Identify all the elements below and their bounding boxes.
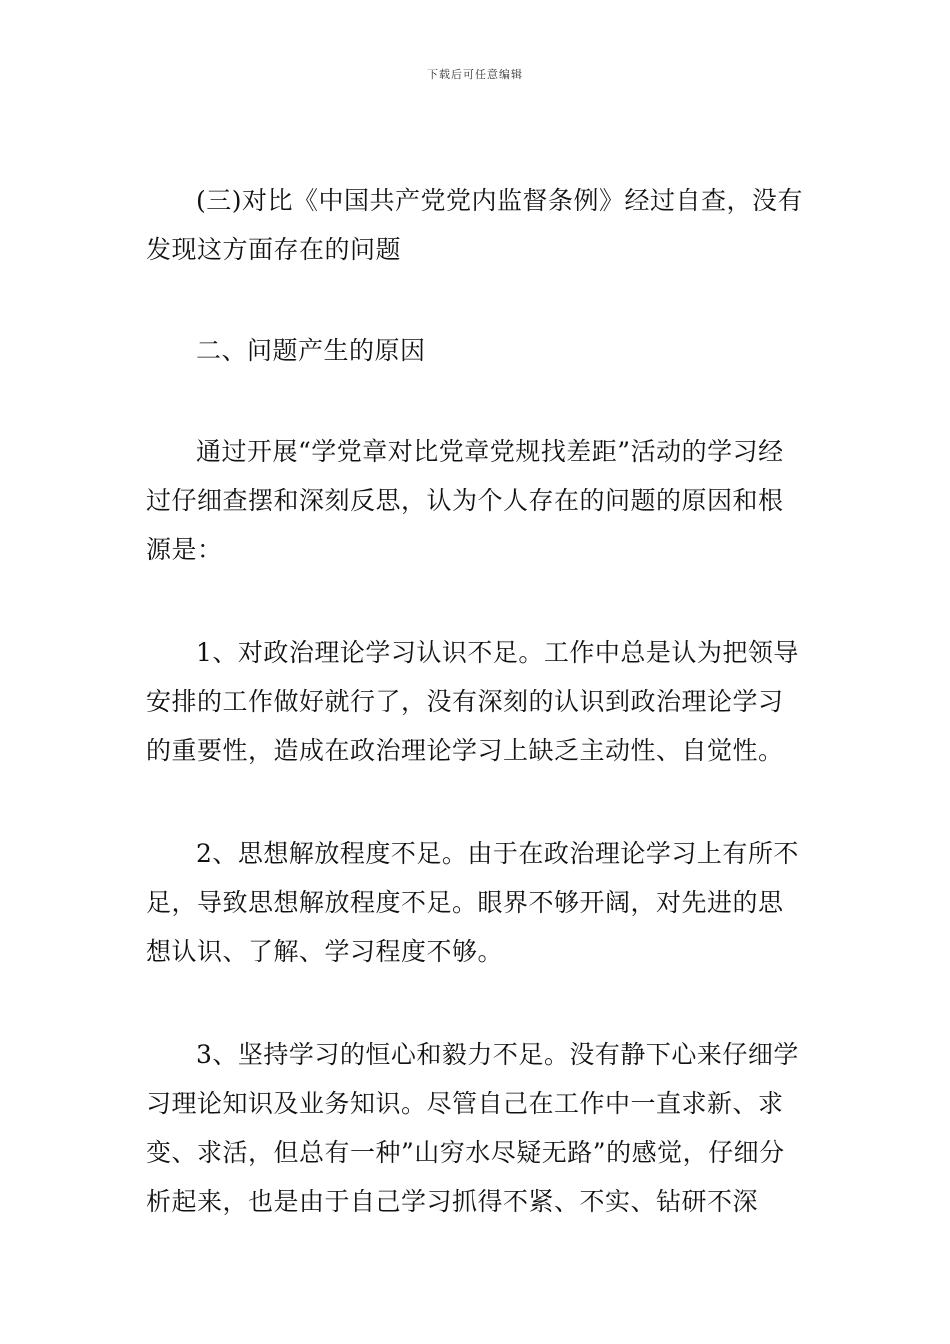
- document-body: [146, 176, 806, 1226]
- paragraph-cause-1: 1、对政治理论学习认识不足。工作中总是认为把领导安排的工作做好就行了，没有深刻的认识到政治理论学习的重要性，造成在政治理论学习上缺乏主动性、自觉性。: [146, 638, 799, 765]
- paragraph-cause-3: 3、坚持学习的恒心和毅力不足。没有静下心来仔细学习理论知识及业务知识。尽管自己在工作中一直求新、求变、求活，但总有一种”山穷水尽疑无路”的感觉，仔细分析起来，也是由于自己学习抓得不紧、不实、钻研不深: [146, 1040, 799, 1216]
- paragraph-cause-2: 2、思想解放程度不足。由于在政治理论学习上有所不足，导致思想解放程度不足。眼界不够开阔，对先进的思想认识、了解、学习程度不够。: [146, 839, 799, 966]
- page-header: 下载后可任意编辑: [427, 68, 523, 81]
- section-heading-causes: 二、问题产生的原因: [196, 336, 426, 365]
- paragraph-supervision-check: (三)对比《中国共产党党内监督条例》经过自查，没有发现这方面存在的问题: [146, 186, 804, 264]
- paragraph-intro: 通过开展“学党章对比党章党规找差距”活动的学习经过仔细查摆和深刻反思，认为个人存在的问题的原因和根源是：: [146, 437, 784, 564]
